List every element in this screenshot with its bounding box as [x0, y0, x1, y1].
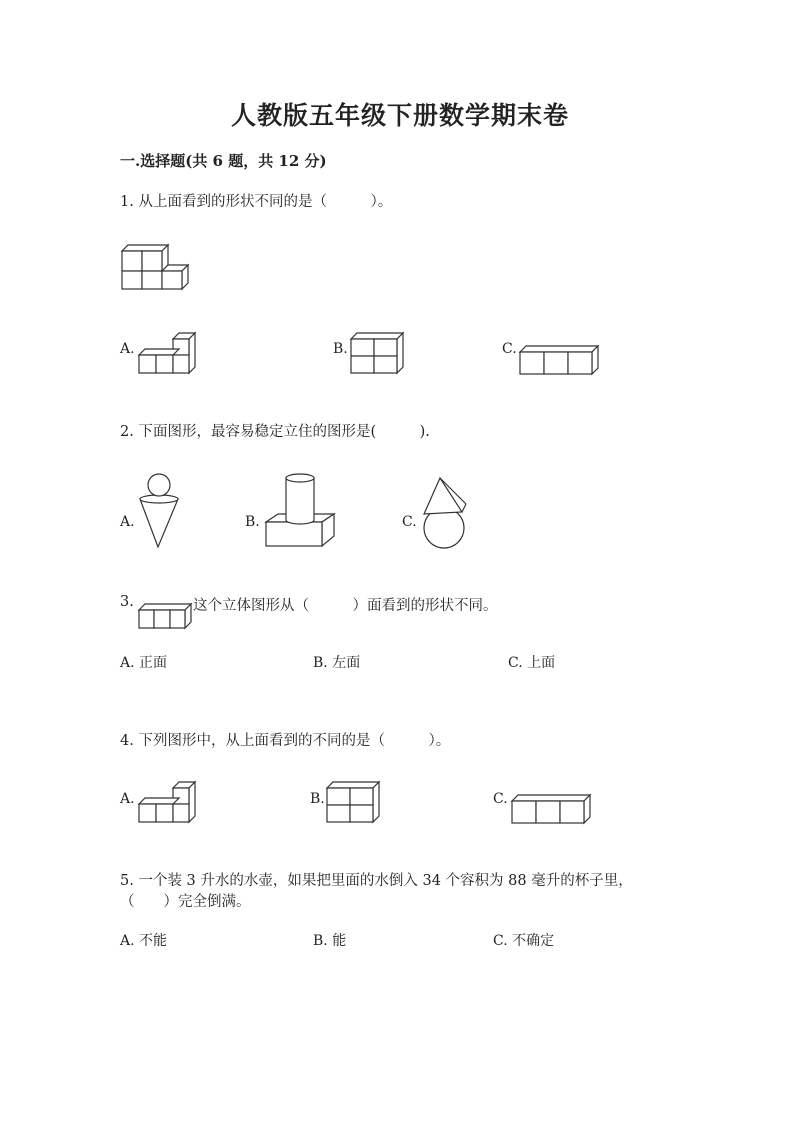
q1-option-b-figure	[351, 333, 403, 375]
q1-option-a-figure	[139, 333, 195, 375]
q4-option-c-figure	[512, 795, 592, 825]
question-3-number: 3.	[120, 594, 134, 610]
section-heading: 一.选择题(共 6 题，共 12 分)	[120, 152, 327, 170]
q4-option-b-figure	[327, 782, 379, 824]
question-3-text: 这个立体图形从（ ）面看到的形状不同。	[193, 598, 498, 614]
question-4-text: 4. 下列图形中，从上面看到的不同的是（ ）。	[120, 733, 451, 749]
q4-option-a[interactable]: A.	[120, 791, 135, 807]
q3-row-of-cubes-figure	[139, 604, 191, 630]
question-1-text: 1. 从上面看到的形状不同的是（ ）。	[120, 194, 393, 210]
question-5-text-line1: 5. 一个装 3 升水的水壶，如果把里面的水倒入 34 个容积为 88 毫升的杯子里，	[120, 873, 633, 889]
q1-option-a[interactable]: A.	[120, 341, 135, 357]
q5-option-b[interactable]: B. 能	[313, 933, 347, 949]
q3-option-a[interactable]: A. 正面	[120, 655, 168, 671]
question-5-text-line2: （ ）完全倒满。	[120, 894, 251, 910]
q1-option-c[interactable]: C.	[502, 341, 517, 357]
q3-option-c[interactable]: C. 上面	[508, 655, 556, 671]
q1-option-b[interactable]: B.	[333, 341, 348, 357]
q2-option-c[interactable]: C.	[402, 514, 417, 530]
q3-option-b[interactable]: B. 左面	[313, 655, 361, 671]
question-2-text: 2. 下面图形，最容易稳定立住的图形是( ).	[120, 424, 430, 440]
q4-option-a-figure	[139, 782, 195, 824]
q1-option-c-figure	[520, 346, 600, 376]
q2-option-a[interactable]: A.	[120, 514, 135, 530]
q2-option-a-figure	[138, 471, 180, 551]
q2-option-c-figure	[422, 478, 472, 550]
q2-option-b[interactable]: B.	[245, 514, 260, 530]
q4-option-b[interactable]: B.	[310, 791, 325, 807]
q5-option-c[interactable]: C. 不确定	[493, 933, 555, 949]
q5-option-a[interactable]: A. 不能	[120, 933, 168, 949]
q2-option-b-figure	[266, 472, 336, 548]
page-title: 人教版五年级下册数学期末卷	[230, 101, 569, 130]
q4-option-c[interactable]: C.	[493, 791, 508, 807]
q1-cube-figure	[122, 243, 188, 291]
